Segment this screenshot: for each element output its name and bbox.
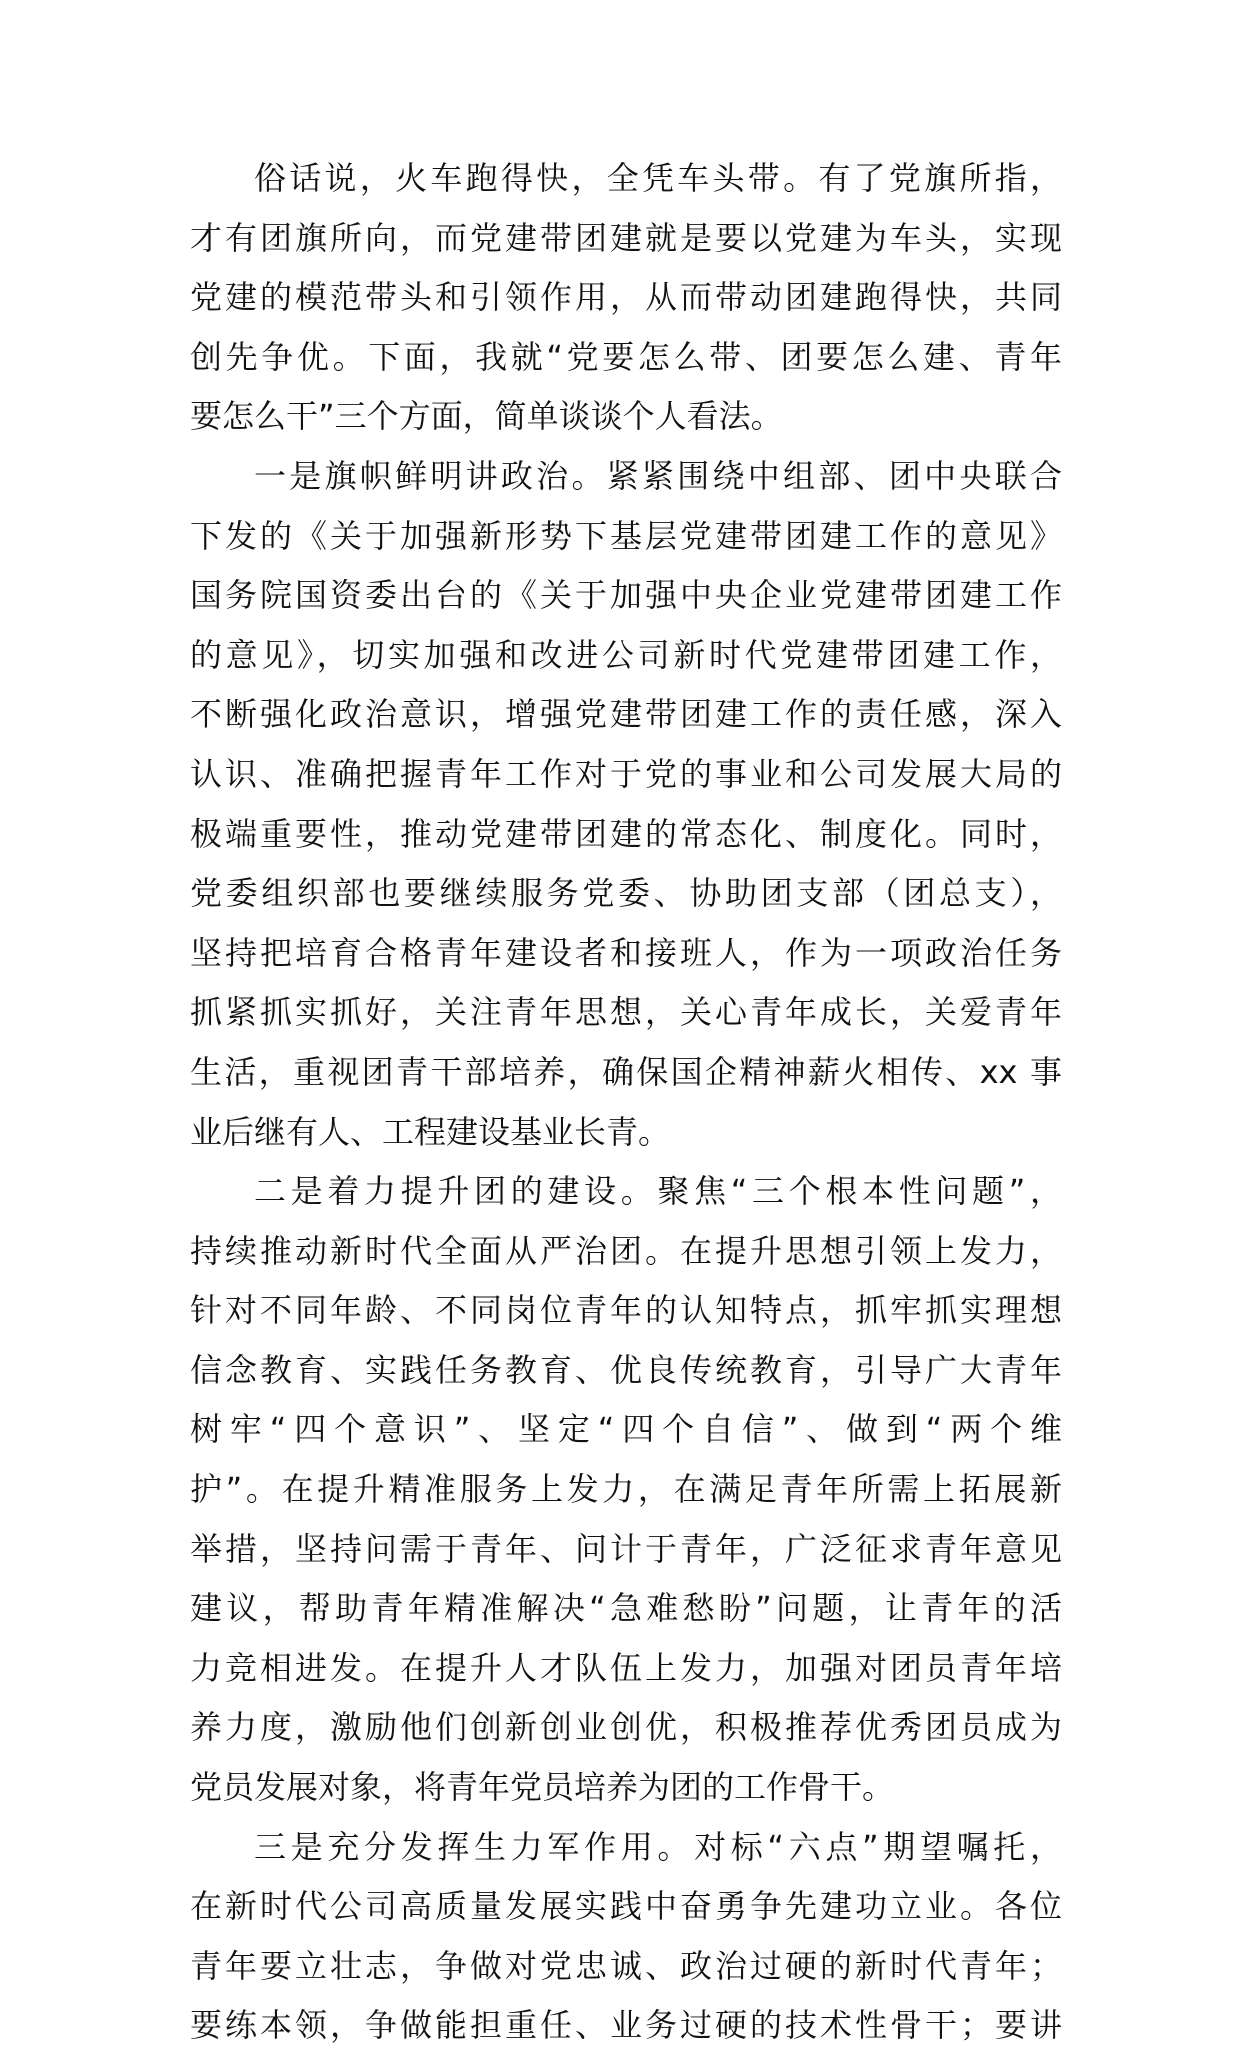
paragraph-line: 要怎么干”三个方面，简单谈谈个人看法。: [190, 397, 783, 436]
document-body: [190, 158, 1062, 2065]
paragraph-line: 力竞相进发。在提升人才队伍上发力，加强对团员青年培: [190, 1648, 1062, 1687]
paragraph-line: 持续推动新时代全面从严治团。在提升思想引领上发力，: [190, 1231, 1062, 1270]
paragraph-line: 业后继有人、工程建设基业长青。: [190, 1112, 671, 1151]
paragraph-line: 二是着力提升团的建设。聚焦“三个根本性问题”，: [254, 1172, 1062, 1211]
paragraph-line: 一是旗帜鲜明讲政治。紧紧围绕中组部、团中央联合: [254, 456, 1062, 495]
paragraph: [190, 1171, 1062, 1827]
paragraph-line: 树牢“四个意识”、坚定“四个自信”、做到“两个维: [190, 1410, 1062, 1449]
paragraph: [190, 158, 1062, 456]
paragraph-line: 信念教育、实践任务教育、优良传统教育，引导广大青年: [190, 1350, 1062, 1389]
paragraph-line: 建议，帮助青年精准解决“急难愁盼”问题，让青年的活: [190, 1589, 1062, 1628]
paragraph-line: 举措，坚持问需于青年、问计于青年，广泛征求青年意见: [190, 1529, 1062, 1568]
paragraph: [190, 456, 1062, 1171]
paragraph-line: 护”。在提升精准服务上发力，在满足青年所需上拓展新: [190, 1470, 1062, 1509]
paragraph-line: 三是充分发挥生力军作用。对标“六点”期望嘱托，: [254, 1827, 1062, 1866]
paragraph-line: 俗话说，火车跑得快，全凭车头带。有了党旗所指，: [254, 159, 1062, 197]
paragraph-line: 的意见》，切实加强和改进公司新时代党建带团建工作，: [190, 635, 1062, 674]
paragraph-line: 养力度，激励他们创新创业创优，积极推荐优秀团员成为: [190, 1708, 1062, 1747]
paragraph-line: 抓紧抓实抓好，关注青年思想，关心青年成长，关爱青年: [190, 993, 1062, 1032]
paragraph-line: 在新时代公司高质量发展实践中奋勇争先建功立业。各位: [190, 1887, 1062, 1926]
paragraph-line: 党建的模范带头和引领作用，从而带动团建跑得快，共同: [190, 278, 1062, 317]
paragraph-line: 党委组织部也要继续服务党委、协助团支部（团总支），: [190, 874, 1062, 913]
paragraph-line: 针对不同年龄、不同岗位青年的认知特点，抓牢抓实理想: [190, 1291, 1062, 1330]
paragraph-line: 才有团旗所向，而党建带团建就是要以党建为车头，实现: [190, 218, 1062, 257]
paragraph-line: 生活，重视团青干部培养，确保国企精神薪火相传、xx 事: [190, 1052, 1062, 1091]
paragraph-line: 国务院国资委出台的《关于加强中央企业党建带团建工作: [190, 576, 1062, 615]
paragraph-line: 认识、准确把握青年工作对于党的事业和公司发展大局的: [190, 754, 1062, 793]
paragraph: [190, 1827, 1062, 2065]
paragraph-line: 青年要立壮志，争做对党忠诚、政治过硬的新时代青年；: [190, 1946, 1062, 1985]
paragraph-line: 不断强化政治意识，增强党建带团建工作的责任感，深入: [190, 695, 1062, 734]
paragraph-line: 创先争优。下面，我就“党要怎么带、团要怎么建、青年: [190, 337, 1062, 376]
paragraph-line: 党员发展对象，将青年党员培养为团的工作骨干。: [190, 1768, 895, 1807]
paragraph-line: 要练本领，争做能担重任、业务过硬的技术性骨干；要讲: [190, 2006, 1062, 2045]
paragraph-line: 极端重要性，推动党建带团建的常态化、制度化。同时，: [190, 814, 1062, 853]
paragraph-line: 下发的《关于加强新形势下基层党建带团建工作的意见》: [190, 516, 1062, 555]
paragraph-line: 坚持把培育合格青年建设者和接班人，作为一项政治任务: [190, 933, 1062, 972]
